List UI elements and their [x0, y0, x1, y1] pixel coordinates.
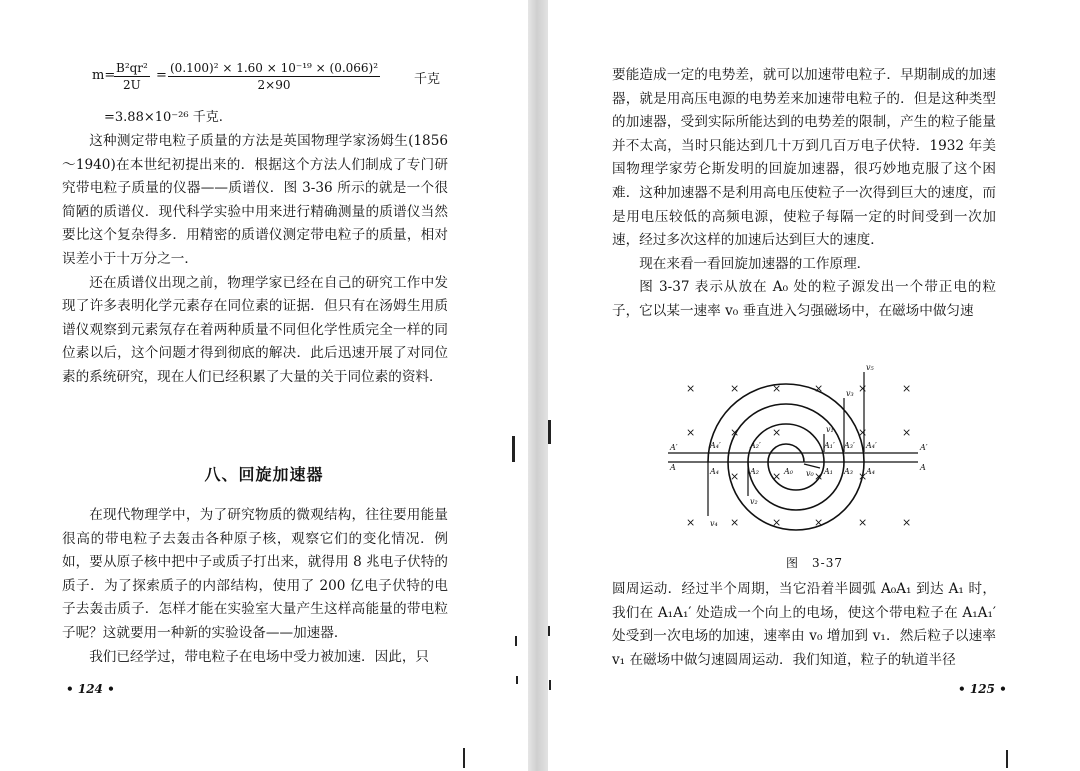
svg-text:×: × — [858, 382, 868, 395]
label-a1: A₁ — [824, 467, 833, 476]
svg-text:×: × — [902, 516, 912, 529]
svg-text:×: × — [814, 516, 824, 529]
label-a4-prime-right: A₄′ — [866, 441, 877, 450]
label-a: A — [670, 463, 676, 472]
paragraph-isotopes: 还在质谱仪出现之前，物理学家已经在自己的研究工作中发现了许多表明化学元素存在同位素的证据．但只有在汤姆生用质谱仪观察到元素氖存在着两种质量不同但化学性质完全一样的同位素以后，这个问题才得到彻底的解决．此后迅速开展了对同位素的系统研究，现在人们已经积累了大量的关于同位素的资料． — [62, 274, 448, 385]
figure-caption: 图 3-37 — [786, 556, 843, 570]
scan-artifact — [516, 676, 518, 684]
fraction-denominator: 2×90 — [257, 78, 291, 92]
cyclotron-diagram — [668, 356, 978, 586]
paragraph-working-principle: 现在来看一看回旋加速器的工作原理． — [639, 255, 871, 272]
scan-artifact — [548, 420, 551, 444]
scan-artifact — [548, 626, 550, 636]
label-v4: v₄ — [710, 519, 718, 528]
paragraph-early-accelerators: 要能造成一定的电势差，就可以加速带电粒子．早期制成的加速器，就是用高压电源的电势差来加速带电粒子的．但是这种类型的加速器，受到实际所能达到的电势差的限制，产生的粒子能量并不太高，当时只能达到几十万到几百万电子伏特．1932 年美国物理学家劳仑斯发明的回旋加速器，很巧妙地克服了这个困难．这种加速器不是利用高电压使粒子一次得到巨大的速度，而是用电压较低的高频电源，使粒子每隔一定的时间受到一次加速，经过多次这样的加速后达到巨大的速度． — [612, 67, 996, 249]
formula-fraction-symbolic — [114, 60, 150, 93]
label-a4: A₄ — [710, 467, 719, 476]
equals-sign: = — [156, 68, 167, 83]
svg-text:×: × — [772, 426, 782, 439]
formula-fraction-numeric — [168, 60, 380, 93]
svg-text:×: × — [730, 382, 740, 395]
velocity-arrow-v0 — [804, 464, 820, 468]
page-number-right: • 125 • — [958, 682, 1007, 696]
svg-text:×: × — [772, 382, 782, 395]
svg-text:×: × — [858, 426, 868, 439]
scan-artifact — [463, 748, 465, 768]
scan-artifact — [512, 436, 515, 462]
paragraph-electric-field: 我们已经学过，带电粒子在电场中受力被加速．因此，只 — [89, 648, 430, 665]
svg-text:×: × — [730, 470, 740, 483]
right-page — [548, 0, 1080, 771]
label-a-right: A — [920, 463, 926, 472]
label-a4-prime: A₄′ — [710, 441, 721, 450]
svg-text:×: × — [814, 470, 824, 483]
label-a4-right: A₄ — [866, 467, 875, 476]
right-text-block-2 — [612, 578, 996, 672]
fraction-numerator: B²qr² — [116, 61, 148, 75]
label-a1-prime: A₁′ — [824, 441, 835, 450]
label-a2: A₂ — [750, 467, 759, 476]
paragraph-mass-spectrometer: 这种测定带电粒子质量的方法是英国物理学家汤姆生(1856～1940)在本世纪初提出来的．根据这个方法人们制成了专门研究带电粒子质量的仪器——质谱仪．图 3-36 所示的就是一个很简陋的质谱仪．现代科学实验中用来进行精确测量的质谱仪当然要比这个复杂得多．用精密的质谱仪测定带电粒子的质量，相对误差小于十万分之一． — [62, 133, 448, 267]
label-a-prime: A′ — [670, 443, 678, 452]
svg-text:×: × — [686, 382, 696, 395]
scan-artifact — [515, 636, 517, 646]
svg-text:×: × — [902, 382, 912, 395]
label-v5: v₅ — [866, 363, 874, 372]
fraction-numerator: (0.100)² × 1.60 × 10⁻¹⁹ × (0.066)² — [170, 61, 379, 75]
left-text-block-1 — [62, 130, 448, 390]
section-heading: 八、回旋加速器 — [204, 465, 324, 484]
svg-text:×: × — [686, 426, 696, 439]
right-text-block-1 — [612, 64, 996, 324]
svg-text:×: × — [858, 516, 868, 529]
label-v3: v₃ — [846, 389, 854, 398]
book-gutter — [528, 0, 548, 771]
mass-formula — [92, 58, 492, 128]
magnetic-field-crosses — [686, 382, 911, 529]
label-a2-prime: A₂′ — [750, 441, 761, 450]
label-a-prime-right: A′ — [920, 443, 928, 452]
svg-text:×: × — [814, 382, 824, 395]
left-text-block-2 — [62, 504, 448, 669]
formula-result: =3.88×10⁻²⁶ 千克. — [104, 110, 223, 125]
svg-text:×: × — [686, 516, 696, 529]
paragraph-circular-motion: 圆周运动．经过半个周期，当它沿着半圆弧 A₀A₁ 到达 A₁ 时，我们在 A₁A₁′ 处造成一个向上的电场，使这个带电粒子在 A₁A₁′ 处受到一次电场的加速，速率由 v₀ 增加到 v₁．然后粒子以速率 v₁ 在磁场中做匀速圆周运动．我们知道，粒子的轨道半径 — [612, 581, 996, 668]
formula-unit: 千克 — [414, 72, 441, 87]
page-number-left: • 124 • — [66, 682, 115, 696]
svg-text:×: × — [902, 426, 912, 439]
paragraph-high-energy-particles: 在现代物理学中，为了研究物质的微观结构，往往要用能量很高的带电粒子去轰击各种原子核，观察它们的变化情况．例如，要从原子核中把中子或质子打出来，就得用 8 兆电子伏特的质子．为了探索质子的内部结构，使用了 200 亿电子伏特的电子去轰击质子．怎样才能在实验室大量产生这样高能量的带电粒子呢？这就要用一种新的实验设备——加速器． — [62, 507, 448, 641]
label-a3: A₃ — [844, 467, 853, 476]
label-v0: v₀ — [806, 469, 814, 478]
label-v1: v₁ — [826, 425, 834, 434]
label-v2: v₂ — [750, 497, 758, 506]
svg-text:×: × — [858, 470, 868, 483]
spiral-trajectory — [708, 384, 864, 530]
label-a0: A₀ — [784, 467, 793, 476]
svg-text:×: × — [730, 426, 740, 439]
scan-artifact — [1006, 750, 1008, 768]
cyclotron-svg — [668, 356, 978, 556]
formula-lhs: m= — [92, 68, 116, 83]
label-a3-prime: A₃′ — [844, 441, 855, 450]
svg-text:×: × — [772, 516, 782, 529]
left-page — [0, 0, 528, 771]
paragraph-figure-intro: 图 3-37 表示从放在 A₀ 处的粒子源发出一个带正电的粒子，它以某一速率 v₀ 垂直进入匀强磁场中，在磁场中做匀速 — [612, 279, 996, 319]
svg-text:×: × — [730, 516, 740, 529]
scan-artifact — [549, 680, 551, 690]
svg-text:×: × — [772, 470, 782, 483]
fraction-denominator: 2U — [123, 78, 141, 92]
